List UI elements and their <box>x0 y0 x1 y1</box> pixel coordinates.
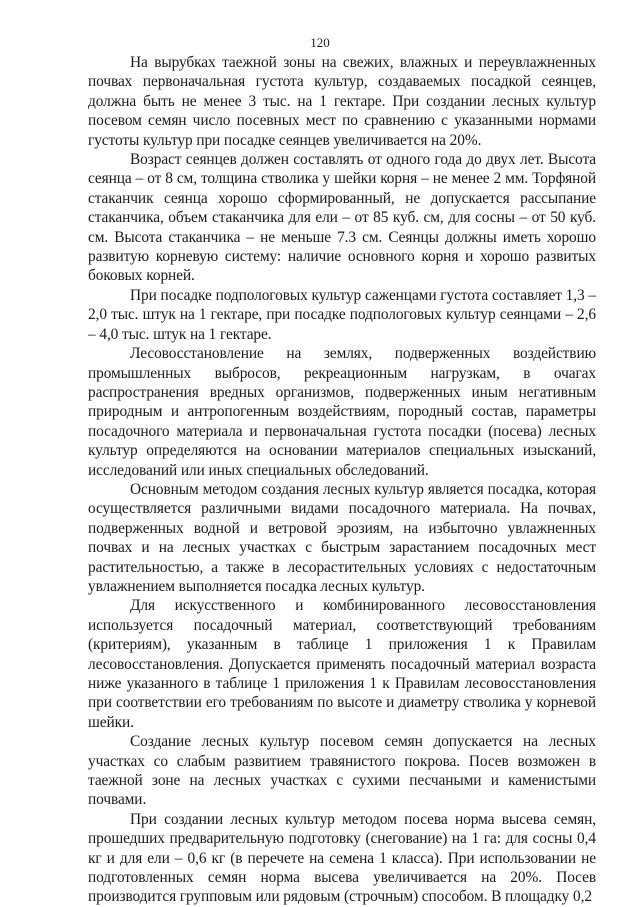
paragraph-disturbed-lands: Лесовосстановление на землях, подверженных воздействию промышленных выбросов, рекреационным нагрузкам, в очагах распространения вредных организмов, подверженных иным негативным природным и антропогенным воздействиям, породный состав, параметры посадочного материала и первоначальная густота посадки (посева) лесных культур определяются на основании материалов специальных изысканий, исследований или иных специальных обследований. <box>88 345 596 479</box>
body-text <box>88 53 596 907</box>
paragraph-main-method: Основным методом создания лесных культур является посадка, которая осуществляется различными видами посадочного материала. На почвах, подверженных водной и ветровой эрозиям, на избыточно увлажненных почвах и на лесных участках с быстрым зарастанием посадочных мест растительностью, а также в лесорастительных условиях с недостаточным увлажнением выполняется посадка лесных культур. <box>88 480 596 595</box>
paragraph-seedling-age: Возраст сеянцев должен составлять от одного года до двух лет. Высота сеянца – от 8 см, толщина стволика у шейки корня – не менее 2 мм. Торфяной стаканчик сеянца хорошо сформированный, не допускается рассыпание стаканчика, объем стаканчика для ели – от 85 куб. см, для сосны – от 50 куб. см. Высота стаканчика – не меньше 7.3 см. Сеянцы должны иметь хорошо развитую корневую систему: наличие основного корня и хорошо развитых боковых корней. <box>88 151 596 285</box>
paragraph-seeding-rate: При создании лесных культур методом посева норма высева семян, прошедших предварительную подготовку (снегование) на 1 га: для сосны 0,4 кг и для ели – 0,6 кг (в перечете на семена 1 класса). При использовании не подготовленных семян норма высева увеличивается на 20%. Посев производится групповым или рядовым (строчным) способом. В площадку 0,2 <box>88 810 596 906</box>
paragraph-planting-density: На вырубках таежной зоны на свежих, влажных и переувлажненных почвах первоначальная густота культур, создаваемых посадкой сеянцев, должна быть не менее 3 тыс. на 1 гектаре. При создании лесных культур посевом семян число посевных мест по сравнению с указанными нормами густоты культур при посадке сеянцев увеличивается на 20%. <box>88 54 596 149</box>
paragraph-underplanting-density: При посадке подпологовых культур саженцами густота составляет 1,3 – 2,0 тыс. штук на 1 гектаре, при посадке подпологовых культур сеянцами – 2,6 – 4,0 тыс. штук на 1 гектаре. <box>88 286 596 343</box>
paragraph-sowing-conditions: Создание лесных культур посевом семян допускается на лесных участках со слабым развитием травянистого покрова. Посев возможен в таежной зоне на лесных участках с сухими песчаными и каменистыми почвами. <box>88 733 596 809</box>
paragraph-planting-material: Для искусственного и комбинированного лесовосстановления используется посадочный материал, соответствующий требованиям (критериям), указанным в таблице 1 приложения 1 к Правилам лесовосстановления. Допускается применять посадочный материал возраста ниже указанного в таблице 1 приложения 1 к Правилам лесовосстановления при соответствии его требованиям по высоте и диаметру стволика у корневой шейки. <box>88 597 596 731</box>
page-number: 120 <box>310 35 330 50</box>
